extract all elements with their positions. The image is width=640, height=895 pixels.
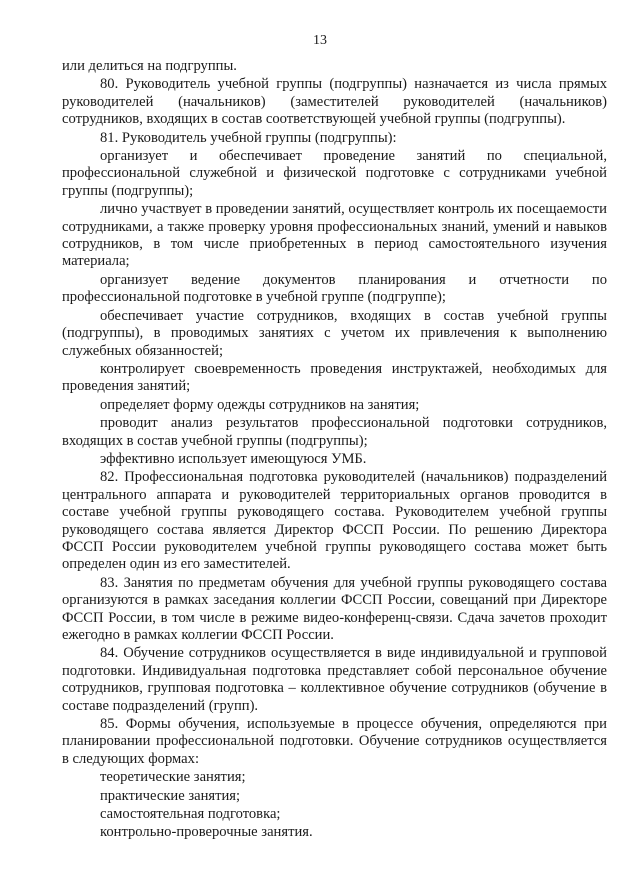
paragraph: 85. Формы обучения, используемые в процессе обучения, определяются при планировании профессиональной подготовки. Обучение сотрудников осуществляется в следующих формах: <box>62 716 607 767</box>
page-number: 13 <box>313 33 327 48</box>
paragraph: проводит анализ результатов профессиональной подготовки сотрудников, входящих в состав учебной группы (подгруппы); <box>62 415 607 449</box>
paragraph: 82. Профессиональная подготовка руководителей (начальников) подразделений центрального аппарата и руководителей территориальных органов проводится в составе учебной группы руководящего состава. Руководителем учебной группы руководящего состава является Директор ФССП России. По решению Директора ФССП России руководителем учебной группы руководящего состава может быть определен один из его заместителей. <box>62 469 607 573</box>
paragraph: контрольно-проверочные занятия. <box>100 824 313 841</box>
document-body <box>62 58 607 843</box>
paragraph: 84. Обучение сотрудников осуществляется в виде индивидуальной и групповой подготовки. Индивидуальная подготовка представляет собой персональное обучение сотрудников, групповая подготовка – коллективное обучение сотрудников (обучение в составе подразделений (групп). <box>62 645 607 714</box>
paragraph: 81. Руководитель учебной группы (подгруппы): <box>100 129 397 146</box>
paragraph: теоретические занятия; <box>100 769 246 786</box>
paragraph: эффективно использует имеющуюся УМБ. <box>100 450 367 467</box>
paragraph: контролирует своевременность проведения инструктажей, необходимых для проведения занятий; <box>62 360 607 395</box>
paragraph: обеспечивает участие сотрудников, входящих в состав учебной группы (подгруппы), в проводимых занятиях с учетом их привлечения к выполнению служебных обязанностей; <box>62 307 607 359</box>
paragraph: или делиться на подгруппы. <box>62 58 237 74</box>
paragraph: практические занятия; <box>100 787 241 804</box>
paragraph: 80. Руководитель учебной группы (подгруппы) назначается из числа прямых руководителей (начальников) (заместителей руководителей (начальников) сотрудников, входящих в состав соответствующей учебной группы (подгруппы). <box>62 76 607 128</box>
paragraph: организует ведение документов планирования и отчетности по профессиональной подготовке в учебной группе (подгруппе); <box>62 271 607 306</box>
paragraph: организует и обеспечивает проведение занятий по специальной, профессиональной служебной и физической подготовке с сотрудниками учебной группы (подгруппы); <box>62 148 607 199</box>
paragraph: лично участвует в проведении занятий, осуществляет контроль их посещаемости сотрудниками, а также проверку уровня профессиональных знаний, умений и навыков сотрудников, в том числе приобретенных в период самостоятельного изучения материала; <box>62 201 607 270</box>
paragraph: 83. Занятия по предметам обучения для учебной группы руководящего состава организуются в рамках заседания коллегии ФССП России, совещаний при Директоре ФССП России, в том числе в режиме видео-конференц-связи. Сдача зачетов проходит ежегодно в рамках коллегии ФССП России. <box>62 574 607 643</box>
paragraph: самостоятельная подготовка; <box>100 806 281 823</box>
paragraph: определяет форму одежды сотрудников на занятия; <box>100 396 420 413</box>
